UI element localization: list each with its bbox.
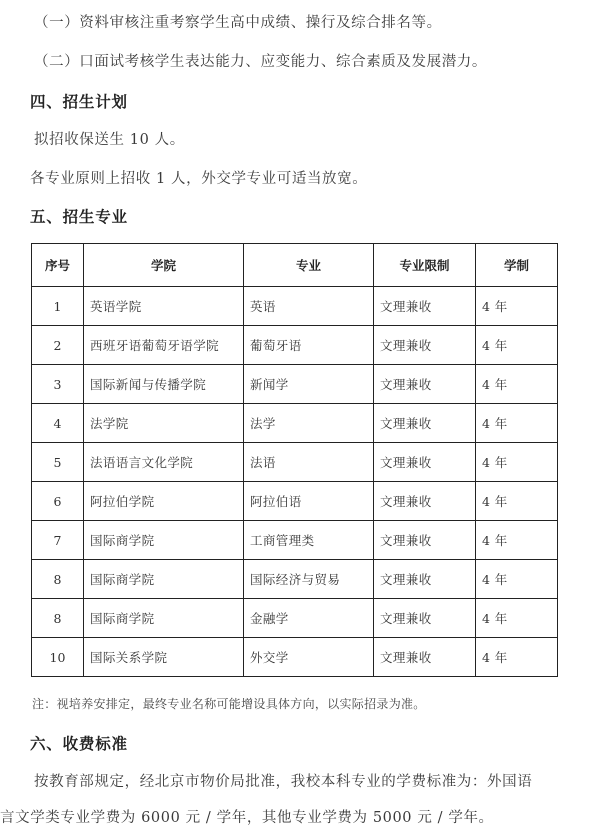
table-row [32, 326, 558, 365]
interview-criteria-line: （二）口面试考核学生表达能力、应变能力、综合素质及发展潜力。 [34, 54, 487, 70]
header-major: 专业 [244, 244, 374, 287]
cell-duration: 4 年 [476, 599, 558, 638]
cell-school: 国际商学院 [84, 521, 244, 560]
cell-school: 法语语言文化学院 [84, 443, 244, 482]
cell-restriction: 文理兼收 [374, 404, 476, 443]
cell-major: 阿拉伯语 [244, 482, 374, 521]
cell-duration: 4 年 [476, 560, 558, 599]
table-header-row [32, 244, 558, 287]
enrollment-quota-text: 拟招收保送生 10 人。 [34, 132, 185, 148]
cell-duration: 4 年 [476, 638, 558, 677]
cell-major: 外交学 [244, 638, 374, 677]
cell-restriction: 文理兼收 [374, 287, 476, 326]
cell-major: 英语 [244, 287, 374, 326]
cell-major: 金融学 [244, 599, 374, 638]
table-row [32, 365, 558, 404]
review-criteria-line: （一）资料审核注重考察学生高中成绩、操行及综合排名等。 [34, 15, 442, 31]
cell-index: 8 [32, 560, 84, 599]
cell-school: 国际商学院 [84, 599, 244, 638]
cell-index: 8 [32, 599, 84, 638]
cell-school: 西班牙语葡萄牙语学院 [84, 326, 244, 365]
cell-index: 2 [32, 326, 84, 365]
header-restriction: 专业限制 [374, 244, 476, 287]
cell-school: 国际关系学院 [84, 638, 244, 677]
majors-table [31, 243, 558, 677]
table-row [32, 287, 558, 326]
table-row [32, 638, 558, 677]
header-index: 序号 [32, 244, 84, 287]
section-heading-majors: 五、招生专业 [30, 208, 128, 226]
cell-restriction: 文理兼收 [374, 482, 476, 521]
cell-restriction: 文理兼收 [374, 560, 476, 599]
cell-school: 国际新闻与传播学院 [84, 365, 244, 404]
cell-restriction: 文理兼收 [374, 521, 476, 560]
cell-index: 5 [32, 443, 84, 482]
cell-index: 7 [32, 521, 84, 560]
table-row [32, 599, 558, 638]
cell-school: 英语学院 [84, 287, 244, 326]
cell-duration: 4 年 [476, 443, 558, 482]
cell-duration: 4 年 [476, 365, 558, 404]
cell-index: 10 [32, 638, 84, 677]
table-row [32, 521, 558, 560]
header-duration: 学制 [476, 244, 558, 287]
cell-school: 法学院 [84, 404, 244, 443]
cell-index: 4 [32, 404, 84, 443]
table-row [32, 443, 558, 482]
cell-restriction: 文理兼收 [374, 365, 476, 404]
cell-major: 工商管理类 [244, 521, 374, 560]
cell-duration: 4 年 [476, 326, 558, 365]
cell-duration: 4 年 [476, 404, 558, 443]
cell-restriction: 文理兼收 [374, 638, 476, 677]
section-heading-enrollment-plan: 四、招生计划 [30, 93, 128, 111]
cell-duration: 4 年 [476, 482, 558, 521]
fee-standard-line-2: 言文学类专业学费为 6000 元 / 学年，其他专业学费为 5000 元 / 学年。 [0, 810, 494, 826]
cell-index: 1 [32, 287, 84, 326]
cell-major: 法学 [244, 404, 374, 443]
cell-index: 3 [32, 365, 84, 404]
cell-restriction: 文理兼收 [374, 326, 476, 365]
cell-major: 新闻学 [244, 365, 374, 404]
cell-restriction: 文理兼收 [374, 599, 476, 638]
cell-major: 葡萄牙语 [244, 326, 374, 365]
cell-school: 阿拉伯学院 [84, 482, 244, 521]
cell-major: 国际经济与贸易 [244, 560, 374, 599]
table-footnote: 注：视培养安排定，最终专业名称可能增设具体方向，以实际招录为准。 [32, 697, 426, 711]
cell-school: 国际商学院 [84, 560, 244, 599]
table-row [32, 482, 558, 521]
cell-major: 法语 [244, 443, 374, 482]
cell-duration: 4 年 [476, 521, 558, 560]
table-row [32, 560, 558, 599]
cell-index: 6 [32, 482, 84, 521]
enrollment-rule-text: 各专业原则上招收 1 人，外交学专业可适当放宽。 [30, 171, 368, 187]
table-row [32, 404, 558, 443]
cell-restriction: 文理兼收 [374, 443, 476, 482]
header-school: 学院 [84, 244, 244, 287]
cell-duration: 4 年 [476, 287, 558, 326]
fee-standard-line-1: 按教育部规定，经北京市物价局批准，我校本科专业的学费标准为：外国语 [34, 774, 533, 790]
section-heading-fees: 六、收费标准 [30, 735, 128, 753]
